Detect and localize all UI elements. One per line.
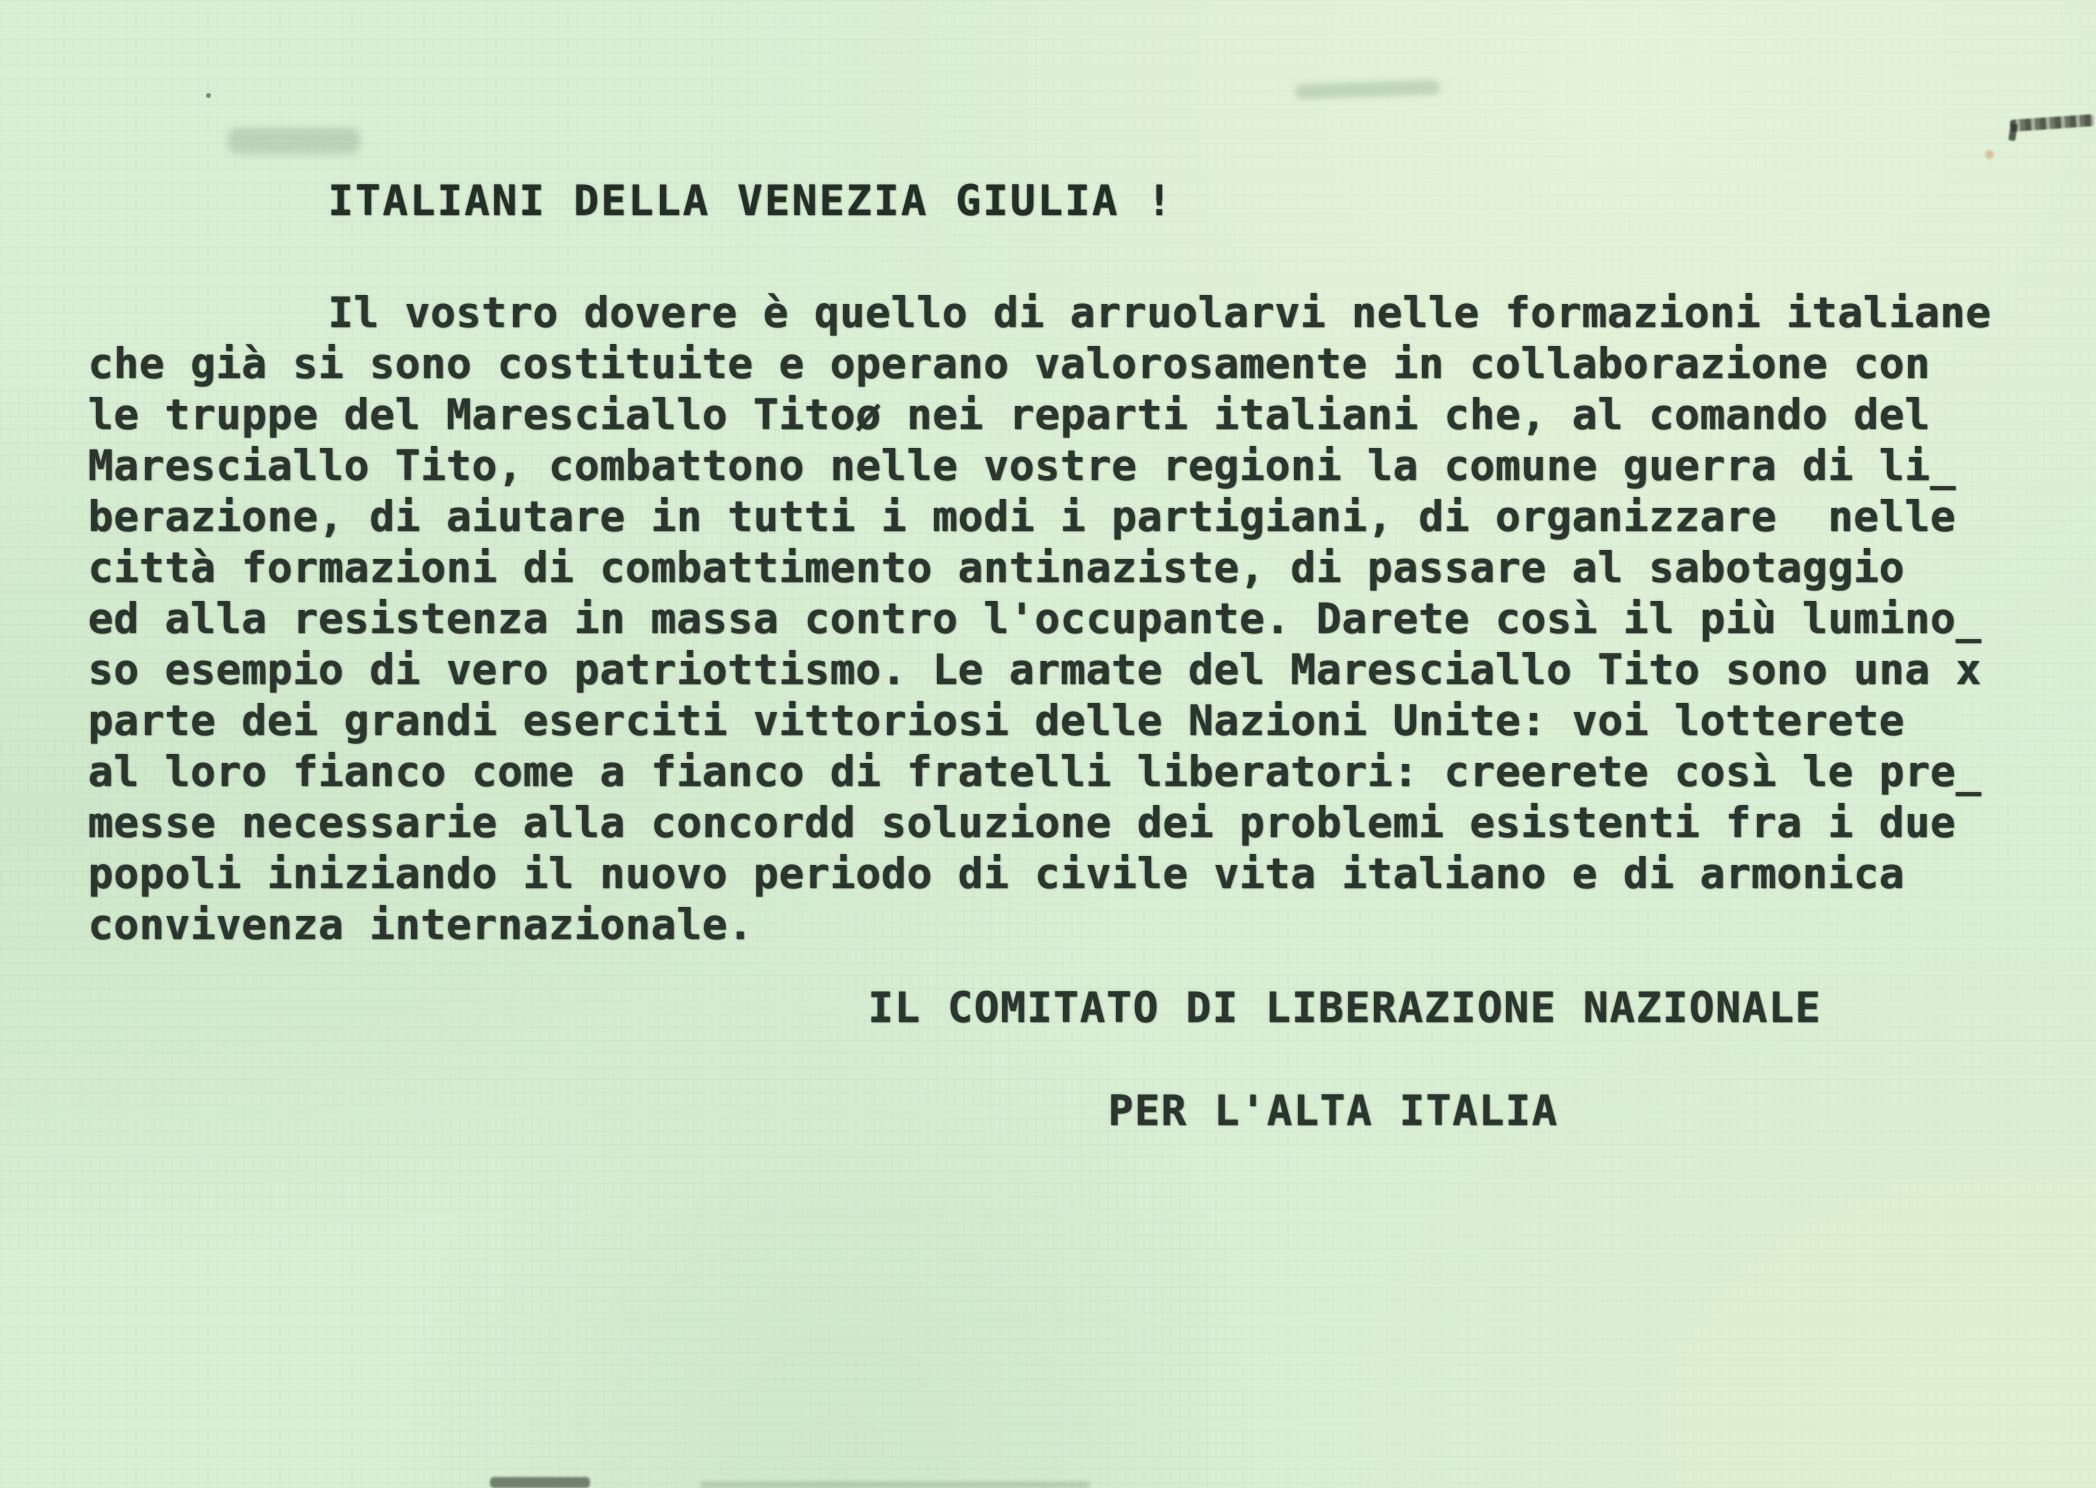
document-title: ITALIANI DELLA VENEZIA GIULIA ! <box>328 176 1174 225</box>
body-paragraph <box>88 287 2096 950</box>
paper-speck <box>1985 150 1994 159</box>
body-line: so esempio di vero patriottismo. Le armate del Maresciallo Tito sono una x <box>88 645 1982 694</box>
bottom-edge-smear <box>490 1477 590 1488</box>
body-line: ed alla resistenza in massa contro l'occupante. Darete così il più lumino_ <box>88 594 1982 643</box>
body-line: popoli iniziando il nuovo periodo di civile vita italiano e di armonica <box>88 849 1905 898</box>
body-line: berazione, di aiutare in tutti i modi i partigiani, di organizzare nelle <box>88 492 1956 541</box>
body-line: Maresciallo Tito, combattono nelle vostre regioni la comune guerra di li_ <box>88 441 1956 490</box>
pencil-scribble-mark <box>2010 114 2095 132</box>
body-line: che già si sono costituite e operano valorosamente in collaborazione con <box>88 339 1931 388</box>
body-line: parte dei grandi eserciti vittoriosi delle Nazioni Unite: voi lotterete <box>88 696 1905 745</box>
body-line: convivenza internazionale. <box>88 900 754 949</box>
body-line: città formazioni di combattimento antinaziste, di passare al sabotaggio <box>88 543 1905 592</box>
ink-smudge <box>1295 79 1440 99</box>
paper-speck <box>206 93 211 98</box>
ink-smudge <box>228 128 360 154</box>
bottom-edge-smear <box>700 1482 1090 1488</box>
body-line: al loro fianco come a fianco di fratelli liberatori: creerete così le pre_ <box>88 747 1982 796</box>
body-line: le truppe del Maresciallo Titoø nei reparti italiani che, al comando del <box>88 390 1931 439</box>
body-line: Il vostro dovere è quello di arruolarvi nelle formazioni italiane <box>328 288 1992 337</box>
body-line: messe necessarie alla concordd soluzione dei problemi esistenti fra i due <box>88 798 1956 847</box>
signature-committee-line: IL COMITATO DI LIBERAZIONE NAZIONALE <box>868 983 1822 1032</box>
signature-region-line: PER L'ALTA ITALIA <box>1108 1086 1559 1135</box>
